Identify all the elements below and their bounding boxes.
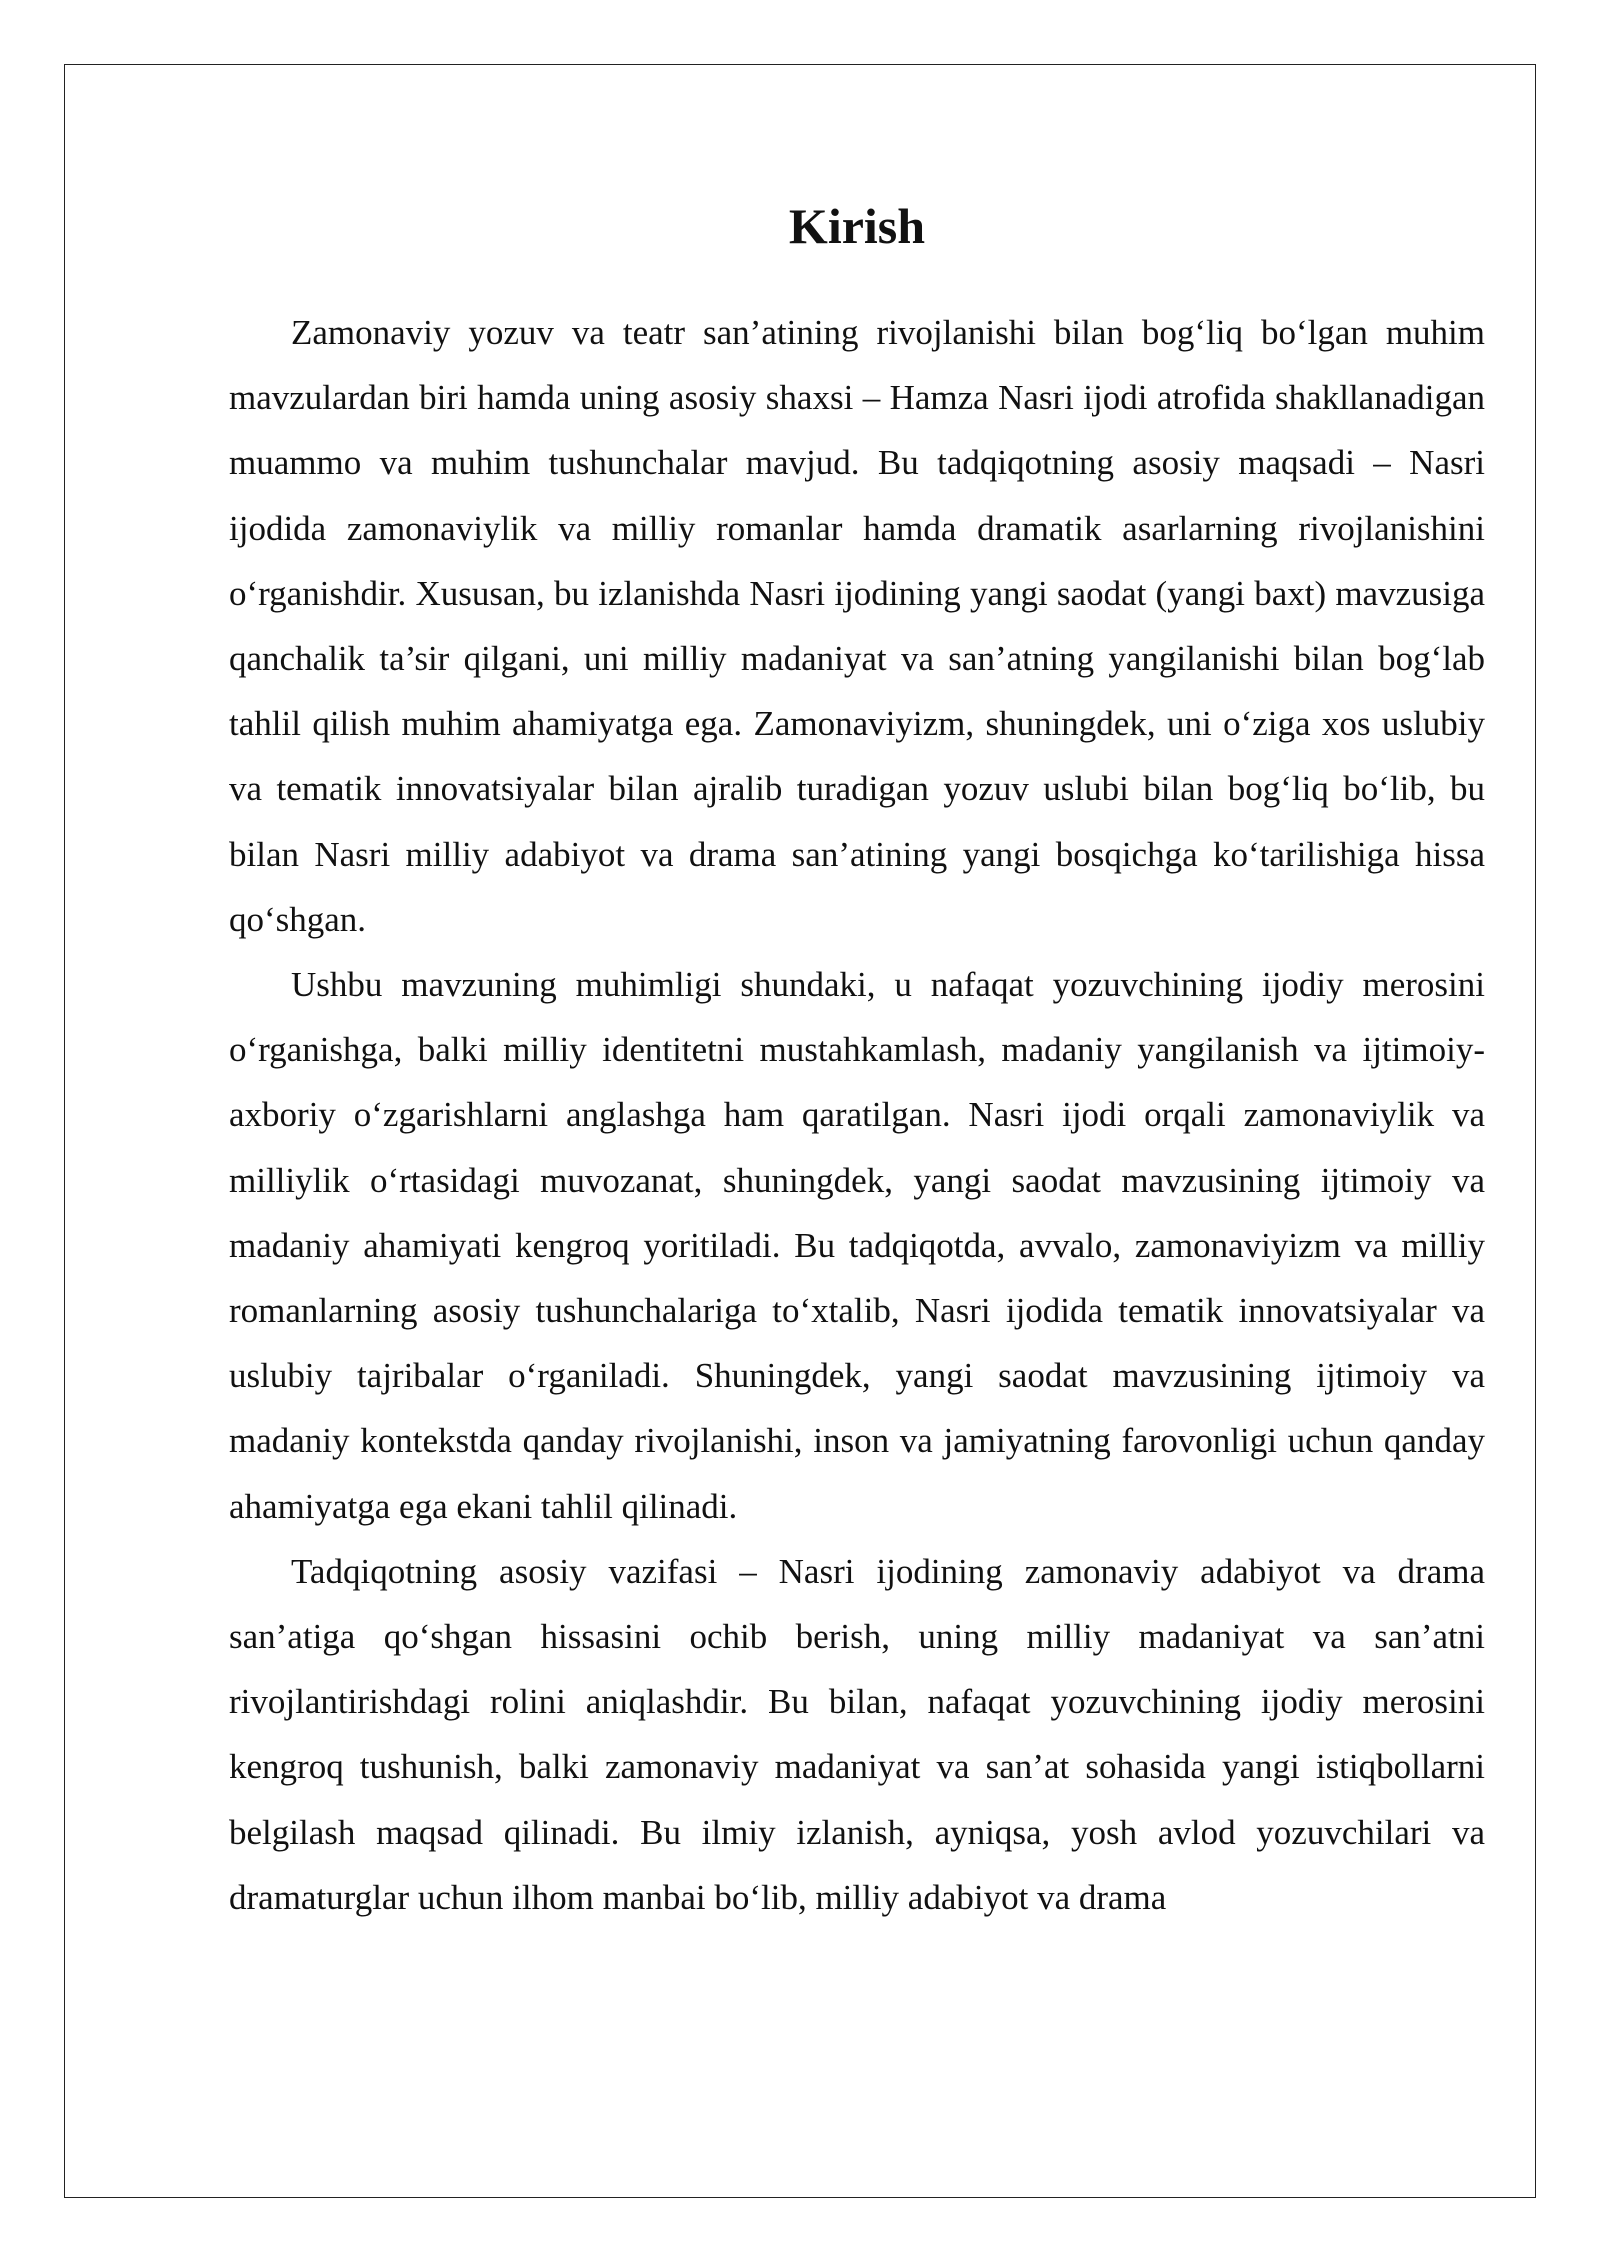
paragraph-1: Zamonaviy yozuv va teatr san’atining rivojlanishi bilan bog‘liq bo‘lgan muhim mavzulardan biri hamda uning asosiy shaxsi – Hamza Nasri ijodi atrofida shakllanadigan muammo va muhim tushunchalar mavjud. Bu tadqiqotning asosiy maqsadi – Nasri ijodida zamonaviylik va milliy romanlar hamda dramatik asarlarning rivojlanishini o‘rganishdir. Xususan, bu izlanishda Nasri ijodining yangi saodat (yangi baxt) mavzusiga qanchalik ta’sir qilgani, uni milliy madaniyat va san’atning yangilanishi bilan bog‘lab tahlil qilish muhim ahamiyatga ega. Zamonaviyizm, shuningdek, uni o‘ziga xos uslubiy va tematik innovatsiyalar bilan ajralib turadigan yozuv uslubi bilan bog‘liq bo‘lib, bu bilan Nasri milliy adabiyot va drama san’atining yangi bosqichga ko‘tarilishiga hissa qo‘shgan.	[229, 313, 1485, 939]
paragraph-2: Ushbu mavzuning muhimligi shundaki, u nafaqat yozuvchining ijodiy merosini o‘rganishga, balki milliy identitetni mustahkamlash, madaniy yangilanish va ijtimoiy-axboriy o‘zgarishlarni anglashga ham qaratilgan. Nasri ijodi orqali zamonaviylik va milliylik o‘rtasidagi muvozanat, shuningdek, yangi saodat mavzusining ijtimoiy va madaniy ahamiyati kengroq yoritiladi. Bu tadqiqotda, avvalo, zamonaviyizm va milliy romanlarning asosiy tushunchalariga to‘xtalib, Nasri ijodida tematik innovatsiyalar va uslubiy tajribalar o‘rganiladi. Shuningdek, yangi saodat mavzusining ijtimoiy va madaniy kontekstda qanday rivojlanishi, inson va jamiyatning farovonligi uchun qanday ahamiyatga ega ekani tahlil qilinadi.	[229, 965, 1485, 1526]
paragraph-3: Tadqiqotning asosiy vazifasi – Nasri ijodining zamonaviy adabiyot va drama san’atiga qo‘shgan hissasini ochib berish, uning milliy madaniyat va san’atni rivojlantirishdagi rolini aniqlashdir. Bu bilan, nafaqat yozuvchining ijodiy merosini kengroq tushunish, balki zamonaviy madaniyat va san’at sohasida yangi istiqbollarni belgilash maqsad qilinadi. Bu ilmiy izlanish, ayniqsa, yosh avlod yozuvchilari va dramaturglar uchun ilhom manbai bo‘lib, milliy adabiyot va drama	[229, 1551, 1485, 1917]
document-body	[229, 196, 1485, 1930]
page-title: Kirish	[788, 198, 926, 254]
